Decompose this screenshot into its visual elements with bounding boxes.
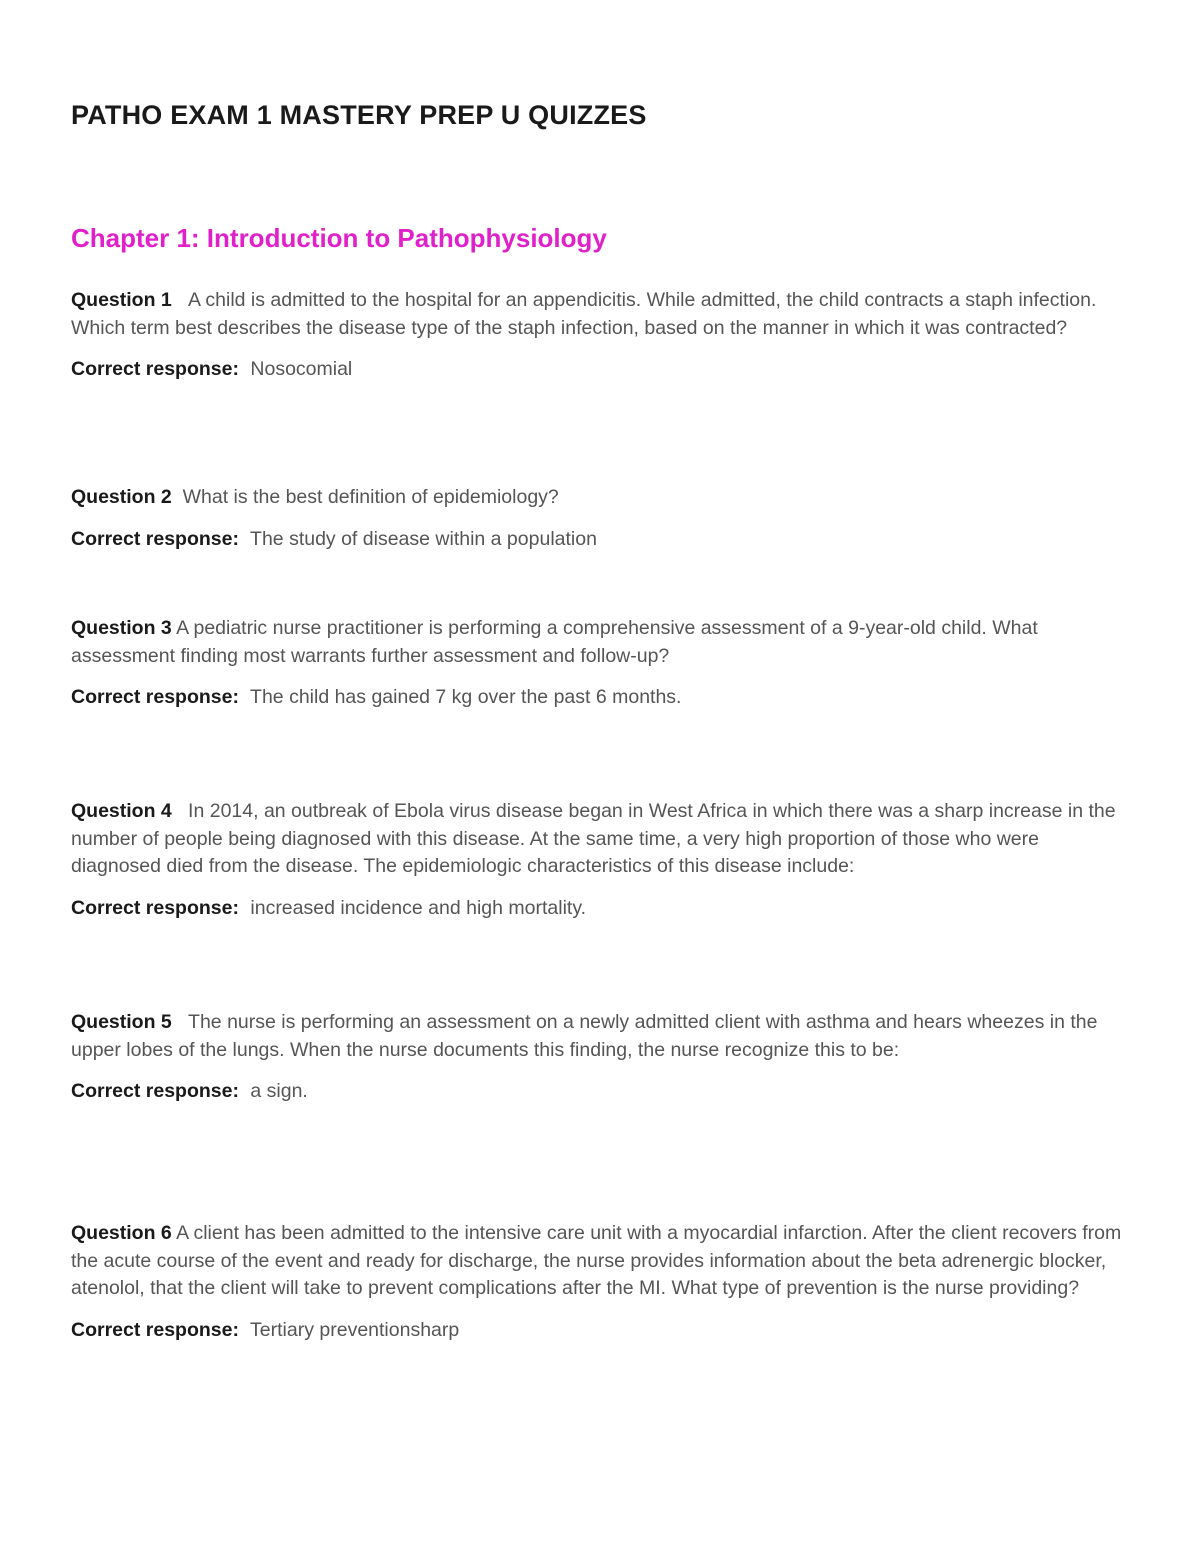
question-block-2: [71, 484, 1131, 553]
question-body: What is the best definition of epidemiology?: [182, 486, 559, 508]
response-label: Correct response:: [71, 527, 239, 550]
question-label: Question 5: [71, 1011, 172, 1033]
question-label: Question 6: [71, 1222, 172, 1244]
question-body: A child is admitted to the hospital for an appendicitis. While admitted, the child contracts a staph infection. Which term best describes the disease type of the staph infection, based on the manner in which it was contracted?: [71, 289, 1097, 339]
response-answer: The child has gained 7 kg over the past 6 months.: [250, 686, 682, 708]
question-label: Question 1: [71, 289, 172, 311]
response-answer: Tertiary preventionsharp: [250, 1318, 460, 1341]
response-line: [71, 356, 1131, 384]
response-label: Correct response:: [71, 358, 239, 380]
response-line: [71, 684, 1131, 712]
response-answer: The study of disease within a population: [250, 527, 597, 550]
question-body: A pediatric nurse practitioner is performing a comprehensive assessment of a 9-year-old child. What assessment finding most warrants further assessment and follow-up?: [71, 617, 1038, 667]
response-answer: Nosocomial: [250, 358, 353, 380]
question-label: Question 4: [71, 800, 172, 822]
question-body: The nurse is performing an assessment on a newly admitted client with asthma and hears wheezes in the upper lobes of the lungs. When the nurse documents this finding, the nurse recognize this to be:: [71, 1011, 1098, 1061]
response-line: [71, 526, 1131, 554]
response-line: [71, 1317, 1131, 1345]
response-line: [71, 1078, 1131, 1106]
document-title: PATHO EXAM 1 MASTERY PREP U QUIZZES: [71, 100, 647, 130]
question-block-1: [71, 287, 1131, 384]
question-text: [71, 1220, 1131, 1303]
question-text: [71, 1009, 1131, 1064]
question-text: [71, 615, 1131, 670]
response-answer: a sign.: [250, 1080, 308, 1102]
question-text: [71, 287, 1131, 342]
question-label: Question 2: [71, 486, 172, 508]
question-block-4: [71, 798, 1131, 922]
question-label: Question 3: [71, 617, 172, 639]
response-line: [71, 895, 1131, 923]
response-label: Correct response:: [71, 1080, 239, 1102]
response-answer: increased incidence and high mortality.: [250, 896, 587, 919]
question-block-3: [71, 615, 1131, 712]
question-block-5: [71, 1009, 1131, 1106]
question-block-6: [71, 1220, 1131, 1344]
chapter-heading: Chapter 1: Introduction to Pathophysiology: [71, 223, 607, 253]
question-body: In 2014, an outbreak of Ebola virus disease began in West Africa in which there was a sharp increase in the number of people being diagnosed with this disease. At the same time, a very high proportion of those who were diagnosed died from the disease. The epidemiologic characteristics of this disease include:: [71, 800, 1116, 877]
response-label: Correct response:: [71, 686, 239, 708]
response-label: Correct response:: [71, 896, 239, 919]
question-text: [71, 484, 1131, 512]
question-text: [71, 798, 1131, 881]
response-label: Correct response:: [71, 1318, 239, 1341]
question-body: A client has been admitted to the intensive care unit with a myocardial infarction. After the client recovers from the acute course of the event and ready for discharge, the nurse provides information about the beta adrenergic blocker, atenolol, that the client will take to prevent complications after the MI. What type of prevention is the nurse providing?: [71, 1222, 1122, 1299]
